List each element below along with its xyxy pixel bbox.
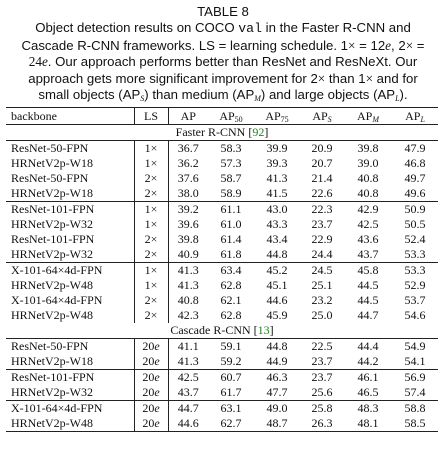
cell-ap50: 60.7 <box>208 370 254 386</box>
caption-line: 24e. Our approach performs better than ResNet and ResNeXt. Our <box>28 54 418 70</box>
table-row <box>6 308 438 323</box>
cell-apm: 48.1 <box>344 416 392 432</box>
cell-backbone: HRNetV2p-W18 <box>11 156 93 170</box>
cell-backbone: X-101-64×4d-FPN <box>6 401 134 417</box>
cell-ap50: 61.4 <box>220 232 242 246</box>
table-row <box>6 293 438 308</box>
cell-ap50: 61.1 <box>208 202 254 218</box>
table-row <box>6 232 438 247</box>
cell-ap50: 62.8 <box>220 278 242 292</box>
cell-ap: 40.8 <box>168 293 208 308</box>
cell-ap75: 44.8 <box>266 339 288 353</box>
cell-apl: 49.7 <box>404 171 426 185</box>
cell-ls: 1× <box>134 141 168 157</box>
cell-ap75: 45.2 <box>254 263 300 279</box>
cell-apm: 39.8 <box>357 141 379 155</box>
cell-ap50: 63.1 <box>208 401 254 417</box>
table-row <box>6 217 438 232</box>
cell-ap50: 59.2 <box>220 354 242 368</box>
cell-ap75: 43.4 <box>266 232 288 246</box>
caption-line: approach gets more significant improvement for 2× than 1× and for <box>28 70 418 86</box>
cell-ap: 41.3 <box>168 278 208 293</box>
cell-apm: 44.5 <box>357 278 379 292</box>
header-apm: $AP_M$ <box>344 108 392 125</box>
cell-aps: 23.7 <box>300 370 344 386</box>
cell-backbone: ResNet-101-FPN <box>11 232 95 246</box>
cell-apm: 40.8 <box>357 171 379 185</box>
cell-ap: 38.0 <box>168 186 208 202</box>
cell-aps: 25.8 <box>300 401 344 417</box>
cell-ls: 1× <box>134 202 168 218</box>
cell-ls: 1× <box>134 263 168 279</box>
cell-apm: 40.8 <box>357 186 379 200</box>
caption-line: Cascade R-CNN frameworks. LS = learning schedule. 1× = 12e, 2× = <box>21 37 425 53</box>
section-title: Cascade R-CNN [13] <box>6 323 438 339</box>
cell-apl: 52.4 <box>404 232 426 246</box>
cell-ls: 2× <box>134 186 168 202</box>
cell-apm: 46.1 <box>344 370 392 386</box>
table-row <box>6 385 438 401</box>
cell-apl: 49.6 <box>404 186 426 200</box>
cell-apl: 46.8 <box>404 156 426 170</box>
cell-ap: 44.6 <box>168 416 208 432</box>
cell-ap75: 41.3 <box>266 171 288 185</box>
cell-backbone: ResNet-101-FPN <box>6 202 134 218</box>
cell-ap75: 48.7 <box>254 416 300 432</box>
cell-aps: 26.3 <box>300 416 344 432</box>
cell-ls: 20e <box>134 416 168 432</box>
cell-ap: 44.7 <box>168 401 208 417</box>
table-row <box>6 247 438 263</box>
table-row <box>6 202 438 218</box>
cell-ap75: 39.3 <box>266 156 288 170</box>
table-row <box>6 141 438 157</box>
cell-apl: 50.5 <box>404 217 426 231</box>
cell-ap: 36.7 <box>168 141 208 157</box>
table-row <box>6 401 438 417</box>
cell-apm: 45.8 <box>344 263 392 279</box>
cell-ap50: 59.1 <box>220 339 242 353</box>
cell-ls: 20e <box>134 370 168 386</box>
cell-aps: 22.9 <box>311 232 333 246</box>
cell-ap75: 47.7 <box>266 385 288 399</box>
cell-ap75: 45.9 <box>266 308 288 322</box>
cell-aps: 20.9 <box>311 141 333 155</box>
cell-ls: 20e <box>134 339 168 355</box>
cell-ls: 2× <box>134 232 168 247</box>
header-ap75: $AP_{75}$ <box>254 108 300 125</box>
cell-ap: 39.2 <box>168 202 208 218</box>
cell-apm: 44.7 <box>357 308 379 322</box>
citation-link[interactable]: 13 <box>257 323 270 337</box>
cell-ap: 39.6 <box>168 217 208 232</box>
table-row <box>6 186 438 202</box>
header-apl: $AP_L$ <box>392 108 438 125</box>
cell-aps: 25.6 <box>311 385 333 399</box>
cell-ls: 1× <box>134 156 168 171</box>
cell-backbone: HRNetV2p-W32 <box>11 217 93 231</box>
cell-ap50: 58.9 <box>220 186 242 200</box>
cell-apl: 56.9 <box>392 370 438 386</box>
cell-apm: 42.9 <box>344 202 392 218</box>
cell-ap75: 49.0 <box>254 401 300 417</box>
cell-aps: 20.7 <box>311 156 333 170</box>
cell-ap50: 61.7 <box>220 385 242 399</box>
header-ap50: $AP_{50}$ <box>208 108 254 125</box>
cell-ap: 41.3 <box>168 263 208 279</box>
cell-ap: 43.7 <box>168 385 208 401</box>
cell-backbone: X-101-64×4d-FPN <box>11 293 103 307</box>
table-label: TABLE 8 <box>197 4 249 19</box>
cell-ap75: 44.6 <box>266 293 288 307</box>
cell-ls: 1× <box>134 278 168 293</box>
cell-aps: 23.7 <box>311 354 333 368</box>
cell-ap: 37.6 <box>168 171 208 186</box>
cell-ap50: 57.3 <box>220 156 242 170</box>
cell-backbone: HRNetV2p-W48 <box>11 308 93 322</box>
cell-apm: 46.5 <box>357 385 379 399</box>
cell-apm: 44.2 <box>357 354 379 368</box>
header-aps: $AP_S$ <box>300 108 344 125</box>
results-table <box>6 107 438 432</box>
table-caption <box>0 4 446 103</box>
cell-backbone: HRNetV2p-W32 <box>11 385 93 399</box>
cell-ap75: 44.9 <box>266 354 288 368</box>
table-row <box>6 339 438 355</box>
table-row <box>6 156 438 171</box>
cell-ap: 41.3 <box>168 354 208 370</box>
cell-ap50: 62.7 <box>208 416 254 432</box>
cell-aps: 25.1 <box>311 278 333 292</box>
cell-backbone: ResNet-50-FPN <box>11 171 89 185</box>
cell-backbone: ResNet-50-FPN <box>11 141 89 155</box>
cell-ls: 1× <box>134 217 168 232</box>
cell-apl: 47.9 <box>404 141 426 155</box>
cell-backbone: HRNetV2p-W48 <box>11 278 93 292</box>
cell-aps: 22.6 <box>311 186 333 200</box>
cell-aps: 22.5 <box>311 339 333 353</box>
table-row <box>6 263 438 279</box>
citation-link[interactable]: 92 <box>252 125 265 139</box>
table-row <box>6 171 438 186</box>
cell-ap: 40.9 <box>168 247 208 263</box>
cell-backbone: HRNetV2p-W18 <box>11 186 93 200</box>
header-backbone: backbone <box>6 108 134 125</box>
cell-ap: 36.2 <box>168 156 208 171</box>
cell-backbone: HRNetV2p-W48 <box>6 416 134 432</box>
code-val: val <box>238 21 262 37</box>
cell-apl: 58.8 <box>392 401 438 417</box>
cell-ls: 20e <box>134 401 168 417</box>
cell-apm: 48.3 <box>344 401 392 417</box>
cell-ap50: 62.8 <box>220 308 242 322</box>
cell-apm: 44.4 <box>357 339 379 353</box>
cell-ap50: 61.0 <box>220 217 242 231</box>
header-ap: AP <box>168 108 208 125</box>
cell-apm: 42.5 <box>357 217 379 231</box>
cell-aps: 24.4 <box>311 247 333 261</box>
cell-aps: 24.5 <box>300 263 344 279</box>
cell-ap50: 58.3 <box>220 141 242 155</box>
cell-ap: 41.1 <box>168 339 208 355</box>
table-row <box>6 370 438 386</box>
cell-apl: 58.5 <box>392 416 438 432</box>
cell-ap75: 39.9 <box>266 141 288 155</box>
table-body <box>6 125 438 432</box>
cell-ap75: 46.3 <box>254 370 300 386</box>
cell-ls: 2× <box>134 171 168 186</box>
cell-aps: 21.4 <box>311 171 333 185</box>
cell-backbone: ResNet-101-FPN <box>6 370 134 386</box>
cell-backbone: HRNetV2p-W18 <box>11 354 93 368</box>
cell-apl: 53.3 <box>404 247 426 261</box>
cell-aps: 22.3 <box>300 202 344 218</box>
cell-apl: 57.4 <box>404 385 426 399</box>
cell-apl: 53.7 <box>404 293 426 307</box>
table-row <box>6 278 438 293</box>
cell-aps: 25.0 <box>311 308 333 322</box>
cell-backbone: HRNetV2p-W32 <box>11 247 93 261</box>
header-row <box>6 108 438 125</box>
cell-ls: 20e <box>134 354 168 370</box>
cell-ap: 42.3 <box>168 308 208 323</box>
cell-ls: 2× <box>134 293 168 308</box>
caption-line: small objects $(AP_S)$ than medium $(AP_M)$ and large objects $(AP_L)$. <box>38 87 408 104</box>
cell-ap50: 63.4 <box>208 263 254 279</box>
cell-apl: 53.3 <box>392 263 438 279</box>
cell-apl: 54.6 <box>404 308 426 322</box>
table-row <box>6 416 438 432</box>
cell-backbone: ResNet-50-FPN <box>11 339 89 353</box>
cell-ap75: 44.8 <box>266 247 288 261</box>
cell-backbone: X-101-64×4d-FPN <box>6 263 134 279</box>
cell-ls: 2× <box>134 247 168 263</box>
section-header <box>6 125 438 141</box>
cell-apl: 54.9 <box>404 339 426 353</box>
cell-ap50: 61.8 <box>220 247 242 261</box>
cell-ap50: 58.7 <box>220 171 242 185</box>
header-ls: LS <box>134 108 168 125</box>
cell-ap75: 43.3 <box>266 217 288 231</box>
cell-ls: 2× <box>134 308 168 323</box>
cell-ap50: 62.1 <box>220 293 242 307</box>
cell-apm: 39.0 <box>357 156 379 170</box>
cell-ap75: 41.5 <box>266 186 288 200</box>
section-title: Faster R-CNN [92] <box>6 125 438 141</box>
cell-apm: 43.6 <box>357 232 379 246</box>
cell-ap: 42.5 <box>168 370 208 386</box>
cell-aps: 23.7 <box>311 217 333 231</box>
table-row <box>6 354 438 370</box>
cell-apm: 43.7 <box>357 247 379 261</box>
cell-ap: 39.8 <box>168 232 208 247</box>
section-header <box>6 323 438 339</box>
cell-apl: 50.9 <box>392 202 438 218</box>
cell-apl: 54.1 <box>404 354 426 368</box>
caption-line: Object detection results on COCO val in the Faster R-CNN and <box>35 20 411 37</box>
cell-ls: 20e <box>134 385 168 401</box>
cell-ap75: 45.1 <box>266 278 288 292</box>
cell-apm: 44.5 <box>357 293 379 307</box>
cell-apl: 52.9 <box>404 278 426 292</box>
cell-ap75: 43.0 <box>254 202 300 218</box>
cell-aps: 23.2 <box>311 293 333 307</box>
